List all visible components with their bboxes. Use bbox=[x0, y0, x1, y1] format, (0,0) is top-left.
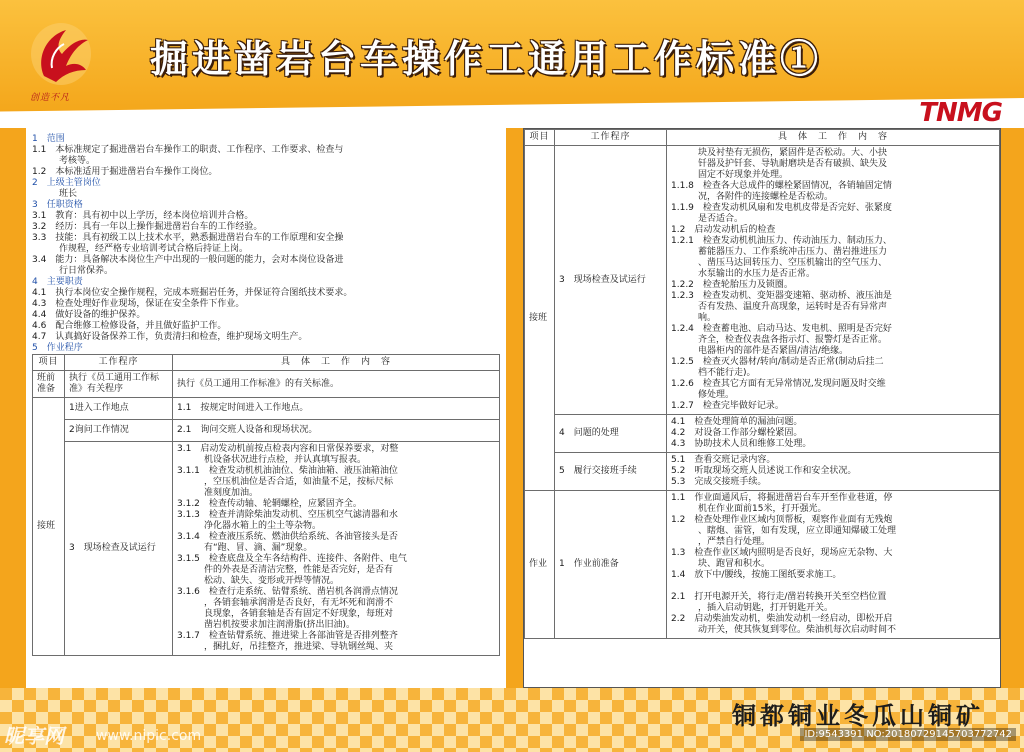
row-procedure: 4 问题的处理 bbox=[555, 415, 667, 453]
section-line: 4.7 认真搞好设备保养工作，负责清扫和检查，维护现场文明生产。 bbox=[32, 332, 308, 342]
header-content: 具 体 工 作 内 容 bbox=[667, 130, 1000, 146]
row-procedure: 1 作业前准备 bbox=[555, 491, 667, 639]
section-line: 3.3 技能：具有初级工以上技术水平，熟悉掘进凿岩台车的工作原理和安全操 作规程，经严格专业培训考试合格后持证上岗。 bbox=[32, 233, 344, 254]
header-content: 具 体 工 作 内 容 bbox=[173, 355, 500, 371]
table-row bbox=[525, 146, 1000, 415]
row-procedure: 1进入工作地点 bbox=[65, 398, 173, 420]
table-row bbox=[525, 415, 1000, 453]
brand-logo-text: TNMG bbox=[919, 98, 1002, 128]
section-heading: 2 上级主管岗位 bbox=[32, 178, 101, 188]
row-content: 5.1 查看交班记录内容。 5.2 听取现场交班人员述说工作和安全状况。 5.3 完成交接班手续。 bbox=[667, 453, 1000, 491]
left-panel bbox=[26, 128, 506, 688]
watermark-logo: 昵享网 bbox=[4, 724, 64, 748]
row-item: 作业 bbox=[525, 491, 555, 639]
section-line: 3.2 经历：具有一年以上操作掘进凿岩台车的工作经验。 bbox=[32, 222, 263, 232]
row-content: 1.1 作业面通风后，将掘进凿岩台车开至作业巷道，停 机在作业面前15米，打开强光。 1.2 检查处理作业区域内顶帮板，观察作业面有无残炮 、瞎炮、雷管，如有发现，应立即通知爆破工处理 ，严禁自行处理。 1.3 检查作业区域内照明是否良好，现场应无杂物、大 块、跑冒和积水。 1.4 放下中/腰线，按施工图纸要求施工。 2.1 打开电源开关，将行走/凿岩转换开关至空档位置 ，插入启动钥匙，打开钥匙开关。 2.2 启动柴油发动机，柴油发动机一经启动，即松开启 动开关，使其恢复到零位。柴油机每次启动时间不 bbox=[667, 491, 1000, 639]
row-content: 执行《员工通用工作标准》的有关标准。 bbox=[173, 371, 500, 398]
row-item: 班前准备 bbox=[33, 371, 65, 398]
header-item: 项目 bbox=[525, 130, 555, 146]
section-heading: 3 任职资格 bbox=[32, 200, 83, 210]
header-banner bbox=[0, 0, 1024, 128]
table-row bbox=[33, 371, 500, 398]
row-procedure: 3 现场检查及试运行 bbox=[555, 146, 667, 415]
section-line: 4.6 配合维修工检修设备，并且做好监护工作。 bbox=[32, 321, 227, 331]
header-procedure: 工作程序 bbox=[65, 355, 173, 371]
row-procedure: 3 现场检查及试运行 bbox=[65, 442, 173, 656]
section-line: 4.3 检查处理好作业现场，保证在安全条件下作业。 bbox=[32, 299, 245, 309]
section-line: 1.2 本标准适用于掘进凿岩台车操作工岗位。 bbox=[32, 167, 218, 177]
section-line: 4.1 执行本岗位安全操作规程，完成本班掘岩任务，并保证符合图纸技术要求。 bbox=[32, 288, 353, 298]
table-row bbox=[525, 453, 1000, 491]
image-id-label: ID:9543391 NO:20180729145703772742 bbox=[800, 728, 1016, 741]
table-row bbox=[33, 442, 500, 656]
right-procedure-table bbox=[524, 129, 1000, 639]
row-procedure: 2询问工作情况 bbox=[65, 420, 173, 442]
section-line: 3.4 能力：具备解决本岗位生产中出现的一般问题的能力，会对本岗位设备进 行日常保养。 bbox=[32, 255, 344, 276]
standard-sections bbox=[26, 128, 506, 354]
company-name: 铜都铜业冬瓜山铜矿 bbox=[732, 702, 984, 730]
section-line: 4.4 做好设备的维护保养。 bbox=[32, 310, 146, 320]
left-procedure-table bbox=[32, 354, 500, 656]
row-content: 3.1 启动发动机前按点检表内容和日常保养要求，对整 机设备状况进行点检，并认真填写报表。 3.1.1 检查发动机机油油位、柴油油箱、液压油箱油位 ，空压机油位是否合适，如油量不足，按标尺标 准刻度加油。 3.1.2 检查传动轴、轮辋螺栓，应紧固齐全。 3.1.3 检查并清除柴油发动机、空压机空气滤清器和水 净化器水箱上的尘土等杂物。 3.1.4 检查液压系统、燃油供给系统、各油管接头是否 有“跑、冒、滴、漏”现象。 3.1.5 检查底盘及全车各结构件、连接件、各附件、电气 件的外表是否清洁完整，性能是否完好，是否有 松动、缺失、变形或开焊等情况。 3.1.6 检查行走系统、钻臂系统、凿岩机各润滑点情况 ，各销套轴承润滑是否良好，有无坏死和润滑不 良现象，各销套轴是否有固定不好现象，每班对 凿岩机按要求加注润滑脂(挤出旧油)。 3.1.7 检查钻臂系统、推进梁上各部油管是否排列整齐 ，捆扎好，吊挂整齐，推进梁、导轨钢丝绳、夹 bbox=[173, 442, 500, 656]
logo-slogan: 创造不凡 bbox=[30, 93, 71, 103]
row-content: 1.1 按规定时间进入工作地点。 bbox=[173, 398, 500, 420]
page-title: 掘进凿岩台车操作工通用工作标准① bbox=[150, 36, 823, 81]
section-line: 1.1 本标准规定了掘进凿岩台车操作工的职责、工作程序、工作要求、检查与 考核等。 bbox=[32, 145, 344, 166]
section-heading: 5 作业程序 bbox=[32, 343, 83, 353]
header-item: 项目 bbox=[33, 355, 65, 371]
row-procedure: 执行《员工通用工作标准》有关程序 bbox=[65, 371, 173, 398]
row-content: 块及衬垫有无损伤，紧固件是否松动。大、小抉 钎器及护钎套、导轨耐磨块是否有破损、缺失及 固定不好现象并处理。 1.1.8 检查各大总成件的螺栓紧固情况，各销轴固定情 况，各附件的连接螺栓是否松动。 1.1.9 检查发动机风扇和发电机皮带是否完好、张紧度 是否适合。 1.2 启动发动机后的检查 1.2.1 检查发动机机油压力、传动油压力、制动压力、 蓄能器压力、工作系统冲击压力、凿岩推进压力 、凿压马达回转压力、空压机输出的空气压力、 水泵输出的水压力是否正常。 1.2.2 检查轮胎压力及锁圈。 1.2.3 检查发动机、变矩器变速箱、驱动桥、液压油是 否有发热、温度升高现象，运转时是否有异常声 响。 1.2.4 检查蓄电池、启动马达、发电机、照明是否完好 齐全，检查仪表盘各指示灯、报警灯是否正常。 电器柜内的部件是否紧固/清洁/绝缘。 1.2.5 检查灭火器材/转向/制动是否正常(制动后挂二 档不能行走)。 1.2.6 检查其它方面有无异常情况,发现问题及时交维 修处理。 1.2.7 检查完毕做好记录。 bbox=[667, 146, 1000, 415]
section-line: 3.1 教育：具有初中以上学历，经本岗位培训并合格。 bbox=[32, 211, 254, 221]
section-heading: 1 范围 bbox=[32, 134, 65, 144]
watermark-url: www.nipic.com bbox=[96, 728, 202, 744]
row-content: 2.1 询问交班人设备和现场状况。 bbox=[173, 420, 500, 442]
row-procedure: 5 履行交接班手续 bbox=[555, 453, 667, 491]
section-line: 班长 bbox=[32, 189, 78, 199]
table-header-row bbox=[525, 130, 1000, 146]
phoenix-logo-icon bbox=[26, 18, 96, 90]
row-item: 接班 bbox=[525, 146, 555, 491]
right-panel bbox=[523, 128, 1001, 688]
section-heading: 4 主要职责 bbox=[32, 277, 83, 287]
row-item: 接班 bbox=[33, 398, 65, 656]
table-row bbox=[525, 491, 1000, 639]
table-row bbox=[33, 398, 500, 420]
row-content: 4.1 检查处理简单的漏油问题。 4.2 对设备工作部分螺栓紧固。 4.3 协助技术人员和维修工处理。 bbox=[667, 415, 1000, 453]
brand-stripe bbox=[0, 98, 1024, 128]
table-header-row bbox=[33, 355, 500, 371]
header-procedure: 工作程序 bbox=[555, 130, 667, 146]
table-row bbox=[33, 420, 500, 442]
